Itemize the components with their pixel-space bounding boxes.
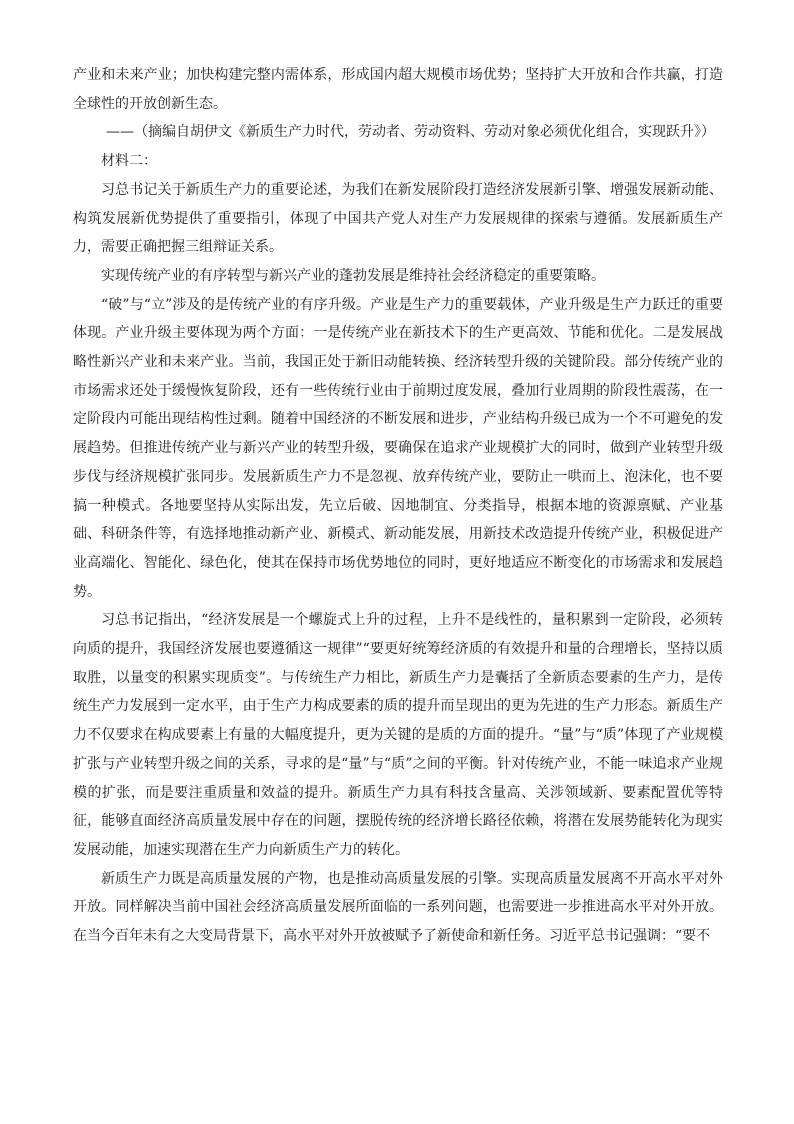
- source-citation: ——（摘编自胡伊文《新质生产力时代，劳动者、劳动资料、劳动对象必须优化组合，实现跃升》）: [106, 124, 715, 141]
- paragraph-strategy: 实现传统产业的有序转型与新兴产业的蓬勃发展是维持社会经济稳定的重要策略。: [101, 267, 605, 284]
- paragraph-continuation: 产业和未来产业；加快构建完整内需体系，形成国内超大规模市场优势；坚持扩大开放和合作共赢，打造全球性的开放创新生态。: [73, 67, 723, 112]
- paragraph-opening-up: 新质生产力既是高质量发展的产物，也是推动高质量发展的引擎。实现高质量发展离不开高水平对外开放。同样解决当前中国社会经济高质量发展所面临的一系列问题，也需要进一步推进高水平对外开放。在当今百年未有之大变局背景下，高水平对外开放被赋予了新使命和新任务。习近平总书记强调：“要不: [73, 870, 723, 945]
- paragraph-quantity-quality: 习总书记指出，“经济发展是一个螺旋式上升的过程，上升不是线性的，量积累到一定阶段，必须转向质的提升，我国经济发展也要遵循这一规律”“要更好统筹经济质的有效提升和量的合理增长，坚持以质取胜，以量变的积累实现质变”。与传统生产力相比，新质生产力是囊括了全新质态要素的生产力，是传统生产力发展到一定水平，由于生产力构成要素的质的提升而呈现出的更为先进的生产力形态。新质生产力不仅要求在构成要素上有量的大幅度提升，更为关键的是质的方面的提升。“量”与“质”体现了产业规模扩张与产业转型升级之间的关系，寻求的是“量”与“质”之间的平衡。针对传统产业，不能一味追求产业规模的扩张，而是要注重质量和效益的提升。新质生产力具有科技含量高、关涉领域新、要素配置优等特征，能够直面经济高质量发展中存在的问题，摆脱传统的经济增长路径依赖，将潜在发展势能转化为现实发展动能，加速实现潜在生产力向新质生产力的转化。: [73, 612, 723, 858]
- document-body: [73, 61, 723, 951]
- paragraph-po-li: “破”与“立”涉及的是传统产业的有序升级。产业是生产力的重要载体，产业升级是生产力跃迁的重要体现。产业升级主要体现为两个方面：一是传统产业在新技术下的生产更高效、节能和优化。二是发展战略性新兴产业和未来产业。当前，我国正处于新旧动能转换、经济转型升级的关键阶段。部分传统产业的市场需求还处于缓慢恢复阶段，还有一些传统行业由于前期过度发展，叠加行业周期的阶段性震荡，在一定阶段内可能出现结构性过剩。随着中国经济的不断发展和进步，产业结构升级已成为一个不可避免的发展趋势。但推进传统产业与新兴产业的转型升级，要确保在追求产业规模扩大的同时，做到产业转型升级步伐与经济规模扩张同步。发展新质生产力不是忽视、放弃传统产业，要防止一哄而上、泡沫化，也不要搞一种模式。各地要坚持从实际出发，先立后破、因地制宜、分类指导，根据本地的资源禀赋、产业基础、科研条件等，有选择地推动新产业、新模式、新动能发展，用新技术改造提升传统产业，积极促进产业高端化、智能化、绿色化，使其在保持市场优势地位的同时，更好地适应不断变化的市场需求和发展趋势。: [73, 296, 723, 600]
- section-heading-material-two: 材料二：: [101, 153, 157, 170]
- paragraph-intro: 习总书记关于新质生产力的重要论述，为我们在新发展阶段打造经济发展新引擎、增强发展新动能、构筑发展新优势提供了重要指引，体现了中国共产党人对生产力发展规律的探索与遵循。发展新质生产力，需要正确把握三组辩证关系。: [73, 181, 723, 256]
